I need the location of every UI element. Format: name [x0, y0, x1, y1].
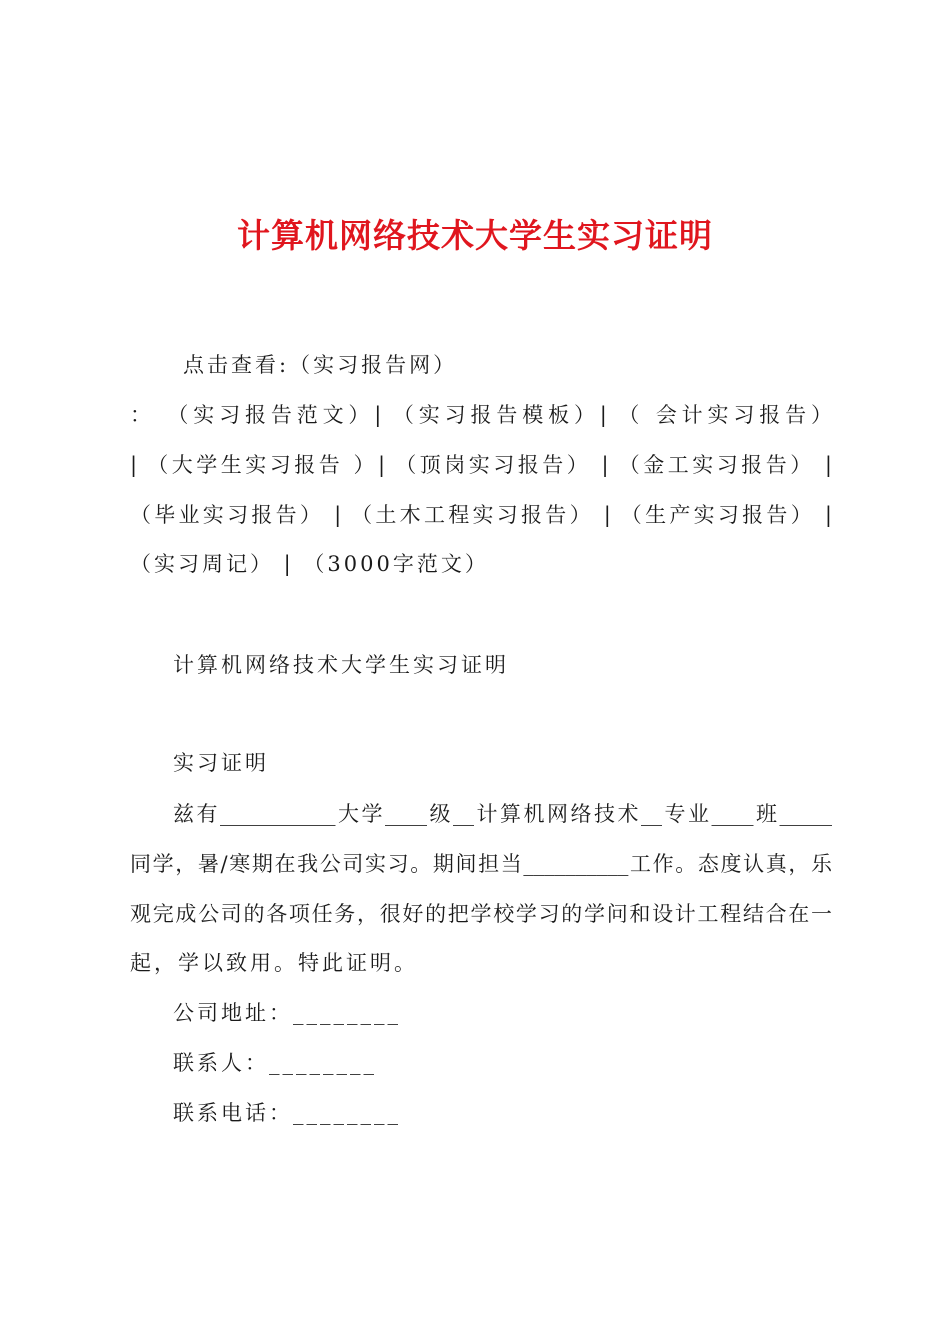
- nav-links-line-4[interactable]: [130, 500, 832, 530]
- nav-links-line-5[interactable]: （实习周记） | （3000字范文）: [130, 552, 489, 576]
- doc-heading: 计算机网络技术大学生实习证明: [173, 653, 509, 677]
- nav-links-line-3[interactable]: [130, 450, 832, 480]
- nav-links-text[interactable]: | （大学生实习报告 ）| （顶岗实习报告） | （金工实习报告） |: [130, 453, 832, 477]
- contact-phone-field: 联系电话：________: [173, 1101, 401, 1125]
- body-paragraph-line-4: 起，学以致用。特此证明。: [130, 951, 418, 975]
- nav-prefix[interactable]: 点击查看:（实习报告网）: [183, 353, 458, 377]
- body-paragraph-line-3: [130, 899, 832, 929]
- body-text: 同学，暑/寒期在我公司实习。期间担当__________工作。态度认真，乐: [130, 852, 832, 876]
- nav-links-text[interactable]: ： （实习报告范文）| （实习报告模板）| （ 会计实习报告）: [130, 403, 832, 427]
- body-text: 观完成公司的各项任务，很好的把学校学习的学问和设计工程结合在一: [130, 902, 832, 926]
- document-title: 计算机网络技术大学生实习证明: [237, 216, 713, 255]
- company-address-field: 公司地址：________: [173, 1001, 401, 1025]
- doc-subheading: 实习证明: [173, 751, 269, 775]
- contact-person-field: 联系人：________: [173, 1051, 377, 1075]
- body-paragraph-line-1: [173, 799, 832, 829]
- body-paragraph-line-2: [130, 849, 832, 879]
- nav-links-text[interactable]: （毕业实习报告） | （土木工程实习报告） | （生产实习报告） |: [130, 503, 832, 527]
- nav-links-line-2[interactable]: [130, 400, 832, 430]
- body-text: 兹有___________大学____级__计算机网络技术__专业____班_____: [173, 802, 832, 826]
